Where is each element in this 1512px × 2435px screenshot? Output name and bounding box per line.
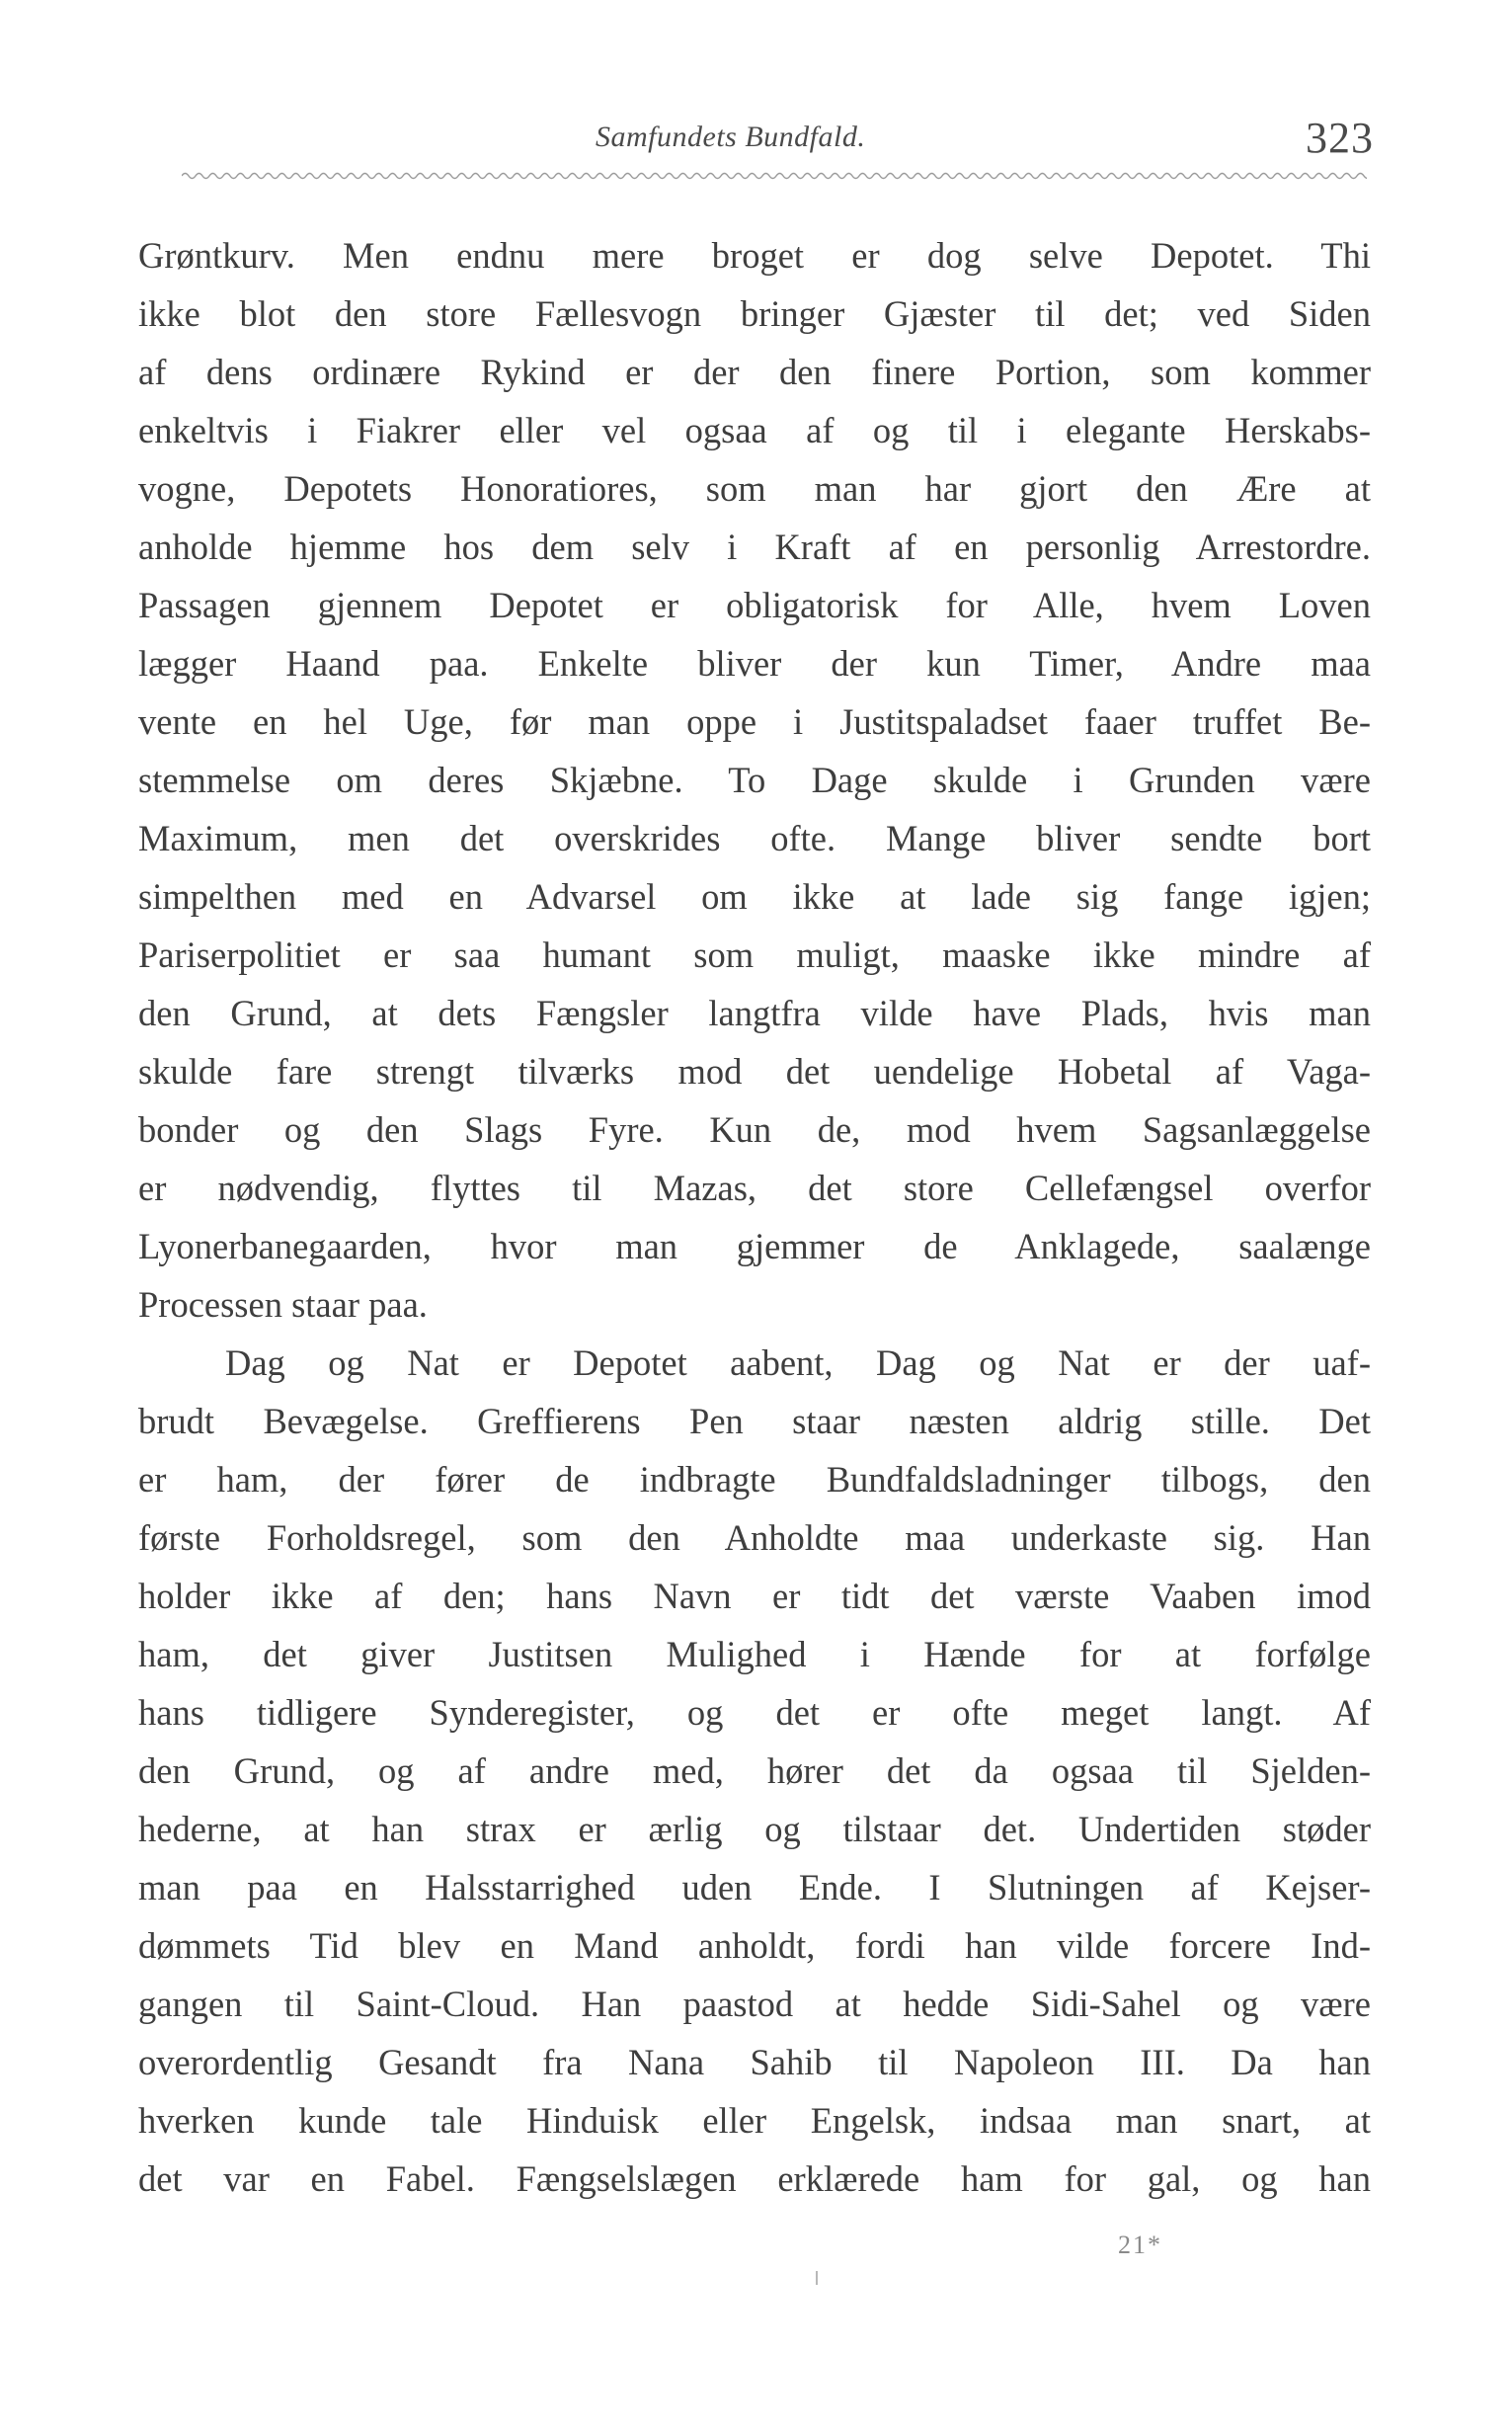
- text-line: simpelthen med en Advarsel om ikke at lade sig fange igjen;: [138, 876, 1371, 917]
- text-line: første Forholdsregel, som den Anholdte maa underkaste sig. Han: [138, 1517, 1371, 1558]
- text-line: ikke blot den store Fællesvogn bringer Gjæster til det; ved Siden: [138, 293, 1371, 334]
- running-head: Samfundets Bundfald.: [596, 121, 866, 153]
- text-line: gangen til Saint-Cloud. Han paastod at hedde Sidi-Sahel og være: [138, 1984, 1371, 2024]
- text-line: dømmets Tid blev en Mand anholdt, fordi han vilde forcere Ind-: [138, 1925, 1371, 1966]
- printing-speck: [816, 2271, 818, 2285]
- text-line: enkeltvis i Fiakrer eller vel ogsaa af og til i elegante Herskabs-: [138, 410, 1371, 450]
- text-line: hans tidligere Synderegister, og det er ofte meget langt. Af: [138, 1692, 1371, 1733]
- text-line: Pariserpolitiet er saa humant som muligt, maaske ikke mindre af: [138, 934, 1371, 975]
- text-line: den Grund, og af andre med, hører det da ogsaa til Sjelden-: [138, 1750, 1371, 1791]
- text-line: Grøntkurv. Men endnu mere broget er dog selve Depotet. Thi: [138, 235, 1371, 276]
- text-line: Lyonerbanegaarden, hvor man gjemmer de Anklagede, saalænge: [138, 1226, 1371, 1266]
- text-line: stemmelse om deres Skjæbne. To Dage skulde i Grunden være: [138, 760, 1371, 800]
- signature-mark: 21*: [1118, 2231, 1162, 2259]
- text-line: af dens ordinære Rykind er der den finere Portion, som kommer: [138, 352, 1371, 392]
- text-line: holder ikke af den; hans Navn er tidt det værste Vaaben imod: [138, 1576, 1371, 1616]
- text-line: lægger Haand paa. Enkelte bliver der kun Timer, Andre maa: [138, 643, 1371, 684]
- text-line: Passagen gjennem Depotet er obligatorisk for Alle, hvem Loven: [138, 585, 1371, 625]
- text-line: ham, det giver Justitsen Mulighed i Hænde for at forfølge: [138, 1634, 1371, 1674]
- text-line: overordentlig Gesandt fra Nana Sahib til Napoleon III. Da han: [138, 2042, 1371, 2082]
- text-line: den Grund, at dets Fængsler langtfra vilde have Plads, hvis man: [138, 993, 1371, 1033]
- text-line: er nødvendig, flyttes til Mazas, det store Cellefængsel overfor: [138, 1168, 1371, 1208]
- text-line: man paa en Halsstarrighed uden Ende. I Slutningen af Kejser-: [138, 1867, 1371, 1907]
- text-line: skulde fare strengt tilværks mod det uendelige Hobetal af Vaga-: [138, 1051, 1371, 1092]
- text-line: vogne, Depotets Honoratiores, som man har gjort den Ære at: [138, 468, 1371, 509]
- text-line: det var en Fabel. Fængselslægen erklærede ham for gal, og han: [138, 2158, 1371, 2199]
- text-line: vente en hel Uge, før man oppe i Justitspaladset faaer truffet Be-: [138, 701, 1371, 742]
- text-line-paragraph-start: Dag og Nat er Depotet aabent, Dag og Nat er der uaf-: [225, 1342, 1371, 1383]
- text-line: anholde hjemme hos dem selv i Kraft af en personlig Arrestordre.: [138, 527, 1371, 567]
- text-line: er ham, der fører de indbragte Bundfaldsladninger tilbogs, den: [138, 1459, 1371, 1500]
- text-line: hederne, at han strax er ærlig og tilstaar det. Undertiden støder: [138, 1809, 1371, 1849]
- text-line: bonder og den Slags Fyre. Kun de, mod hvem Sagsanlæggelse: [138, 1109, 1371, 1150]
- page-number: 323: [1306, 114, 1374, 162]
- text-line-paragraph-end: Processen staar paa.: [138, 1284, 428, 1325]
- text-line: Maximum, men det overskrides ofte. Mange bliver sendte bort: [138, 818, 1371, 858]
- text-line: brudt Bevægelse. Greffierens Pen staar næsten aldrig stille. Det: [138, 1401, 1371, 1441]
- text-line: hverken kunde tale Hinduisk eller Engelsk, indsaa man snart, at: [138, 2100, 1371, 2141]
